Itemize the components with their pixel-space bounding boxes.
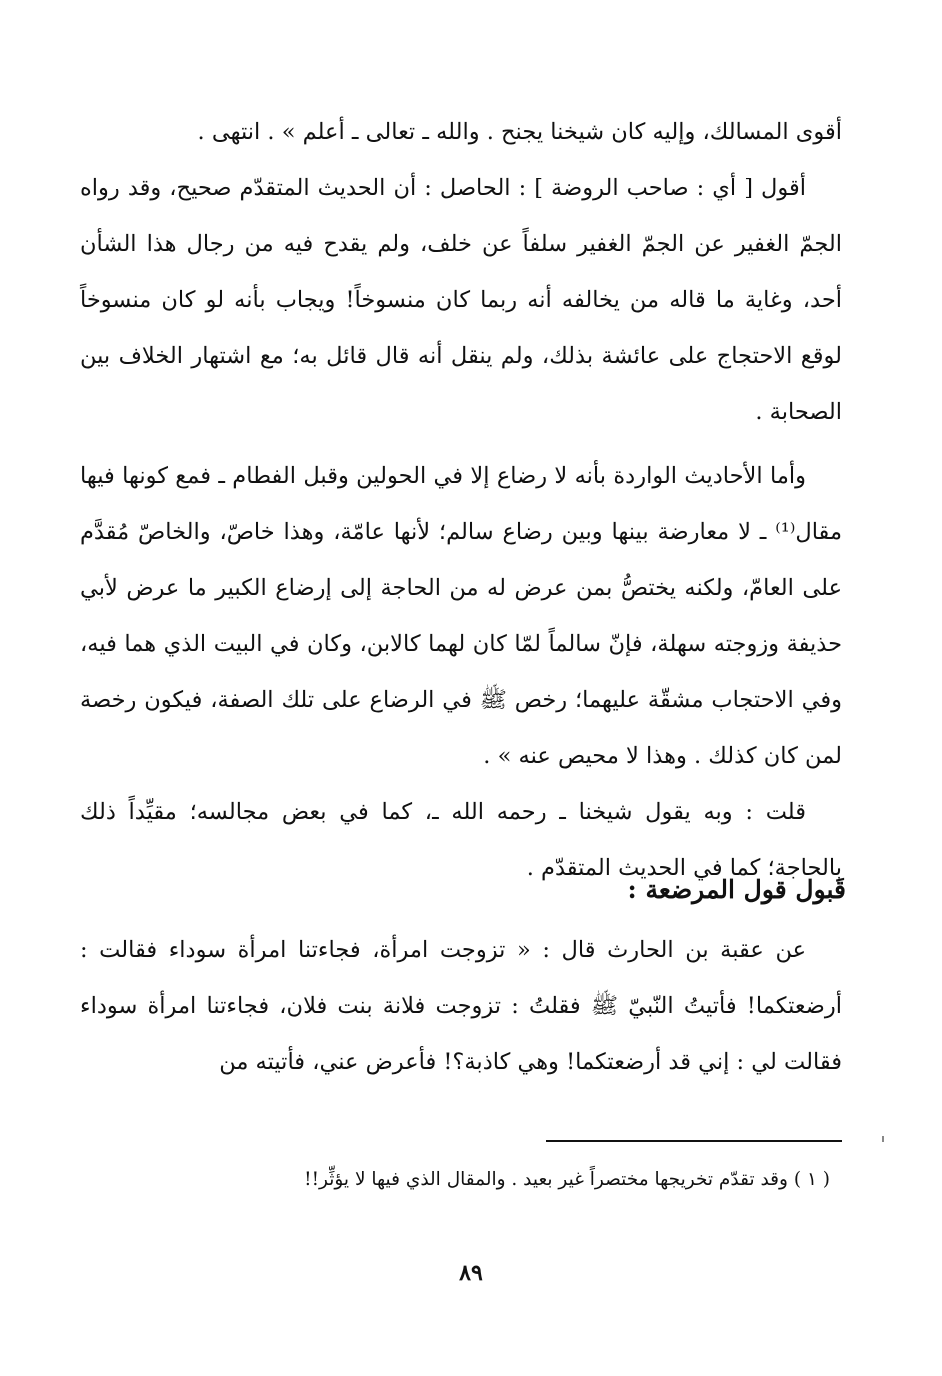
footnote-separator	[546, 1140, 842, 1142]
footnote: ( ١ ) وقد تقدّم تخريجها مختصراً غير بعيد . والمقال الذي فيها لا يؤثِّر!!	[304, 1169, 830, 1190]
paragraph-uqba-hadith: عن عقبة بن الحارث قال : « تزوجت امرأة، فجاءتنا امرأة سوداء فقالت : أرضعتكما! فأتيتُ النّبيّ ﷺ فقلتُ : تزوجت فلانة بنت فلان، فجاءتنا امرأة سوداء فقالت لي : إني قد أرضعتكما! وهي كاذبة؟! فأعرض عني، فأتيته من	[80, 937, 842, 1075]
paragraph-continuation: أقوى المسالك، وإليه كان شيخنا يجنح . والله ـ تعالى ـ أعلم » . انتهى .	[197, 119, 842, 145]
text-block-bottom	[80, 922, 842, 1090]
text-block-main	[80, 160, 842, 896]
paragraph-rawda-summary: أقول [ أي : صاحب الروضة ] : الحاصل : أن الحديث المتقدّم صحيح، وقد رواه الجمّ الغفير عن الجمّ الغفير سلفاً عن خلف، ولم يقدح فيه من رجال هذا الشأن أحد، وغاية ما قاله من يخالفه أنه ربما كان منسوخاً! ويجاب بأنه لو كان منسوخاً لوقع الاحتجاج على عائشة بذلك، ولم ينقل أنه قال قائل به؛ مع اشتهار الخلاف بين الصحابة .	[80, 175, 842, 425]
page-number: ٨٩	[459, 1260, 483, 1286]
scan-speck	[882, 1136, 884, 1142]
paragraph-hadith-discussion: وأما الأحاديث الواردة بأنه لا رضاع إلا في الحولين وقبل الفطام ـ فمع كونها فيها مقال⁽¹⁾ ـ لا معارضة بينها وبين رضاع سالم؛ لأنها عامّة، وهذا خاصّ، والخاصّ مُقدَّم على العامّ، ولكنه يختصُّ بمن عرض له من الحاجة إلى إرضاع الكبير ما عرض لأبي حذيفة وزوجته سهلة، فإنّ سالماً لمّا كان لهما كالابن، وكان في البيت الذي هما فيه، وفي الاحتجاب مشقّة عليهما؛ رخص ﷺ في الرضاع على تلك الصفة، فيكون رخصة لمن كان كذلك . وهذا لا محيص عنه » .	[80, 463, 842, 769]
section-heading: قَبول قول المرضعة :	[627, 875, 846, 904]
paragraph-sheikh-opinion: قلت : وبه يقول شيخنا ـ رحمه الله ـ، كما في بعض مجالسه؛ مقيِّداً ذلك بالحاجة؛ كما في الحديث المتقدّم .	[80, 799, 842, 881]
text-block-top	[80, 104, 842, 160]
